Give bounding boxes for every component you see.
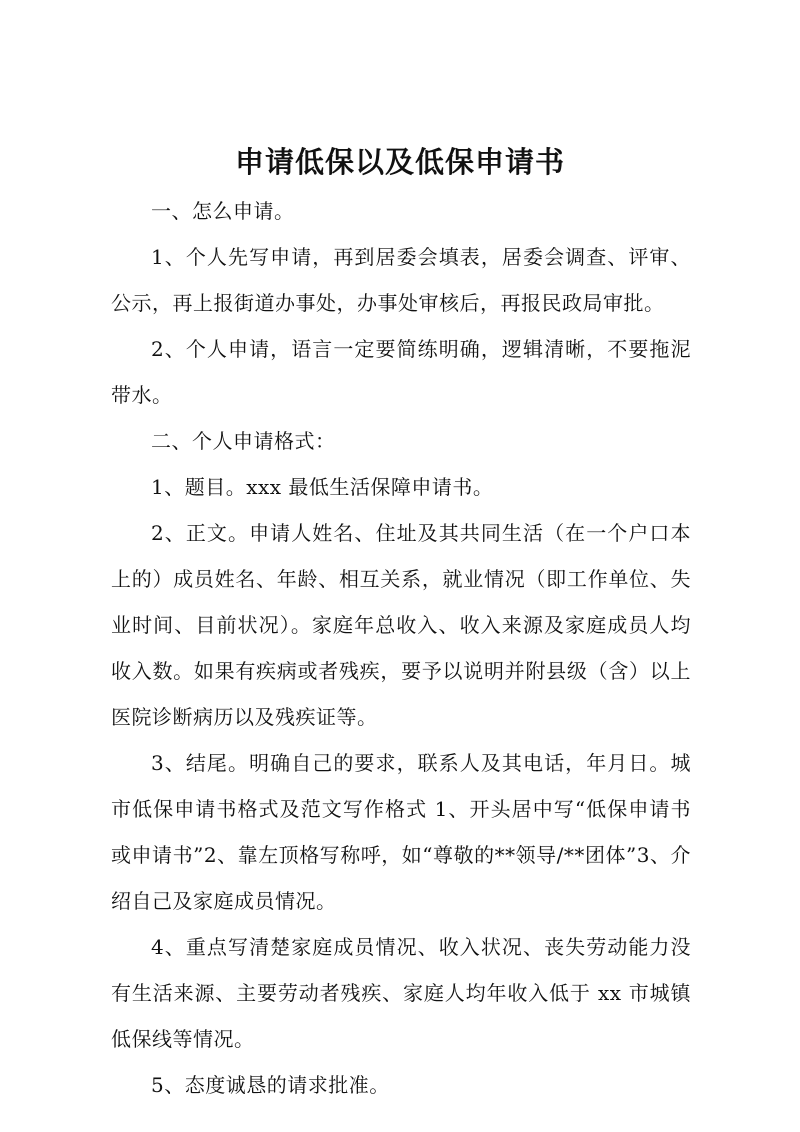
paragraph-step-2: 2、个人申请，语言一定要简练明确，逻辑清晰，不要拖泥带水。	[111, 337, 691, 407]
paragraph-format-key-points: 4、重点写清楚家庭成员情况、收入状况、丧失劳动能力没有生活来源、主要劳动者残疾、家庭人均年收入低于 xx 市城镇低保线等情况。	[111, 935, 691, 1051]
paragraph-step-1: 1、个人先写申请，再到居委会填表，居委会调查、评审、公示，再上报街道办事处，办事处审核后，再报民政局审批。	[111, 245, 691, 315]
document-body	[111, 188, 691, 1108]
paragraph-format-attitude: 5、态度诚恳的请求批准。	[151, 1073, 390, 1097]
paragraph-format-body: 2、正文。申请人姓名、住址及其共同生活（在一个户口本上的）成员姓名、年龄、相互关系，就业情况（即工作单位、失业时间、目前状况）。家庭年总收入、收入来源及家庭成员人均收入数。如果有疾病或者残疾，要予以说明并附县级（含）以上医院诊断病历以及残疾证等。	[111, 521, 691, 729]
paragraph-section-heading-how-to-apply: 一、怎么申请。	[151, 199, 295, 223]
document-title: 申请低保以及低保申请书	[234, 145, 565, 179]
paragraph-section-heading-format: 二、个人申请格式：	[151, 429, 336, 453]
paragraph-format-ending: 3、结尾。明确自己的要求，联系人及其电话，年月日。城市低保申请书格式及范文写作格式 1、开头居中写“低保申请书或申请书”2、靠左顶格写称呼，如“尊敬的**领导/**团体”3、介绍自己及家庭成员情况。	[111, 751, 691, 913]
paragraph-format-title: 1、题目。xxx 最低生活保障申请书。	[151, 475, 494, 499]
